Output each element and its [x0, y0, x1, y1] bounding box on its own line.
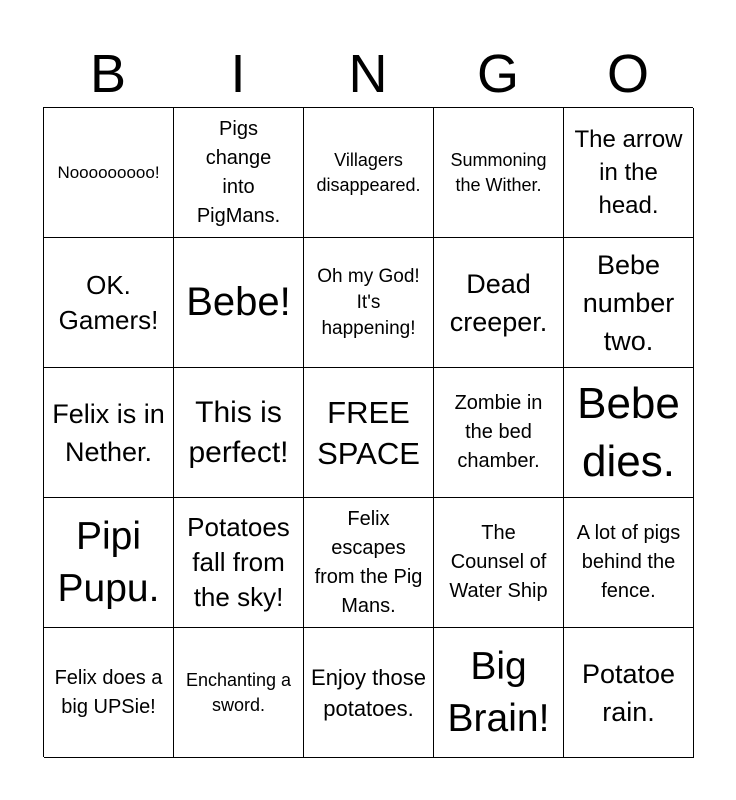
cell-text: Enchanting a sword.: [185, 669, 292, 715]
bingo-cell[interactable]: [304, 238, 434, 368]
cell-text: Dead creeper.: [449, 268, 548, 337]
header-letter-b: B: [89, 44, 127, 104]
bingo-cell[interactable]: [564, 368, 694, 498]
cell-text: Felix is in Nether.: [52, 398, 165, 467]
cell-text: Pigs change into PigMans.: [196, 117, 281, 227]
bingo-cell[interactable]: [564, 628, 694, 758]
cell-text: Felix does a big UPSie!: [54, 666, 163, 718]
bingo-cell[interactable]: [434, 498, 564, 628]
bingo-cell[interactable]: [174, 108, 304, 238]
cell-text: Summoning the Wither.: [450, 149, 547, 195]
bingo-cell[interactable]: [44, 498, 174, 628]
bingo-cell[interactable]: [304, 108, 434, 238]
header-letter-o: O: [606, 44, 649, 104]
cell-text: Bebe!: [186, 280, 291, 324]
bingo-cell[interactable]: [434, 238, 564, 368]
cell-text: Potatoes fall from the sky!: [187, 512, 290, 612]
bingo-header: [43, 40, 693, 108]
header-letter-i: I: [230, 44, 246, 104]
bingo-cell[interactable]: [44, 108, 174, 238]
bingo-grid: [43, 107, 693, 757]
bingo-cell[interactable]: [44, 238, 174, 368]
bingo-cell[interactable]: [174, 498, 304, 628]
cell-text: This is perfect!: [188, 395, 289, 469]
cell-text: Potatoe rain.: [581, 658, 676, 727]
cell-text: Villagers disappeared.: [316, 149, 421, 195]
cell-text: Felix escapes from the Pig Mans.: [314, 507, 423, 617]
bingo-cell[interactable]: [434, 628, 564, 758]
cell-text: Oh my God! It's happening!: [317, 265, 420, 339]
cell-text: Bebe number two.: [582, 249, 675, 356]
bingo-cell[interactable]: [174, 368, 304, 498]
bingo-cell[interactable]: [174, 628, 304, 758]
bingo-cell[interactable]: [304, 498, 434, 628]
cell-text: A lot of pigs behind the fence.: [576, 522, 681, 602]
cell-text: Zombie in the bed chamber.: [454, 392, 543, 472]
cell-text: Nooooooooo!: [57, 162, 160, 182]
bingo-cell[interactable]: [564, 238, 694, 368]
cell-text: OK. Gamers!: [58, 269, 159, 335]
bingo-cell[interactable]: [564, 498, 694, 628]
header-letter-g: G: [476, 44, 519, 104]
cell-text: The Counsel of Water Ship: [449, 522, 548, 602]
cell-text: Big Brain!: [447, 644, 550, 740]
bingo-cell[interactable]: [434, 368, 564, 498]
bingo-cell[interactable]: [434, 108, 564, 238]
cell-text: Pipi Pupu.: [57, 514, 160, 610]
bingo-cell[interactable]: [174, 238, 304, 368]
bingo-cell[interactable]: [564, 108, 694, 238]
bingo-cell[interactable]: [44, 628, 174, 758]
header-letter-n: N: [348, 44, 388, 104]
cell-text: Enjoy those potatoes.: [311, 664, 426, 721]
free-space: FREE SPACE: [317, 394, 420, 471]
bingo-cell[interactable]: [44, 368, 174, 498]
bingo-cell[interactable]: [304, 368, 434, 498]
cell-text: Bebe dies.: [577, 378, 680, 486]
bingo-cell[interactable]: [304, 628, 434, 758]
cell-text: The arrow in the head.: [574, 126, 683, 219]
